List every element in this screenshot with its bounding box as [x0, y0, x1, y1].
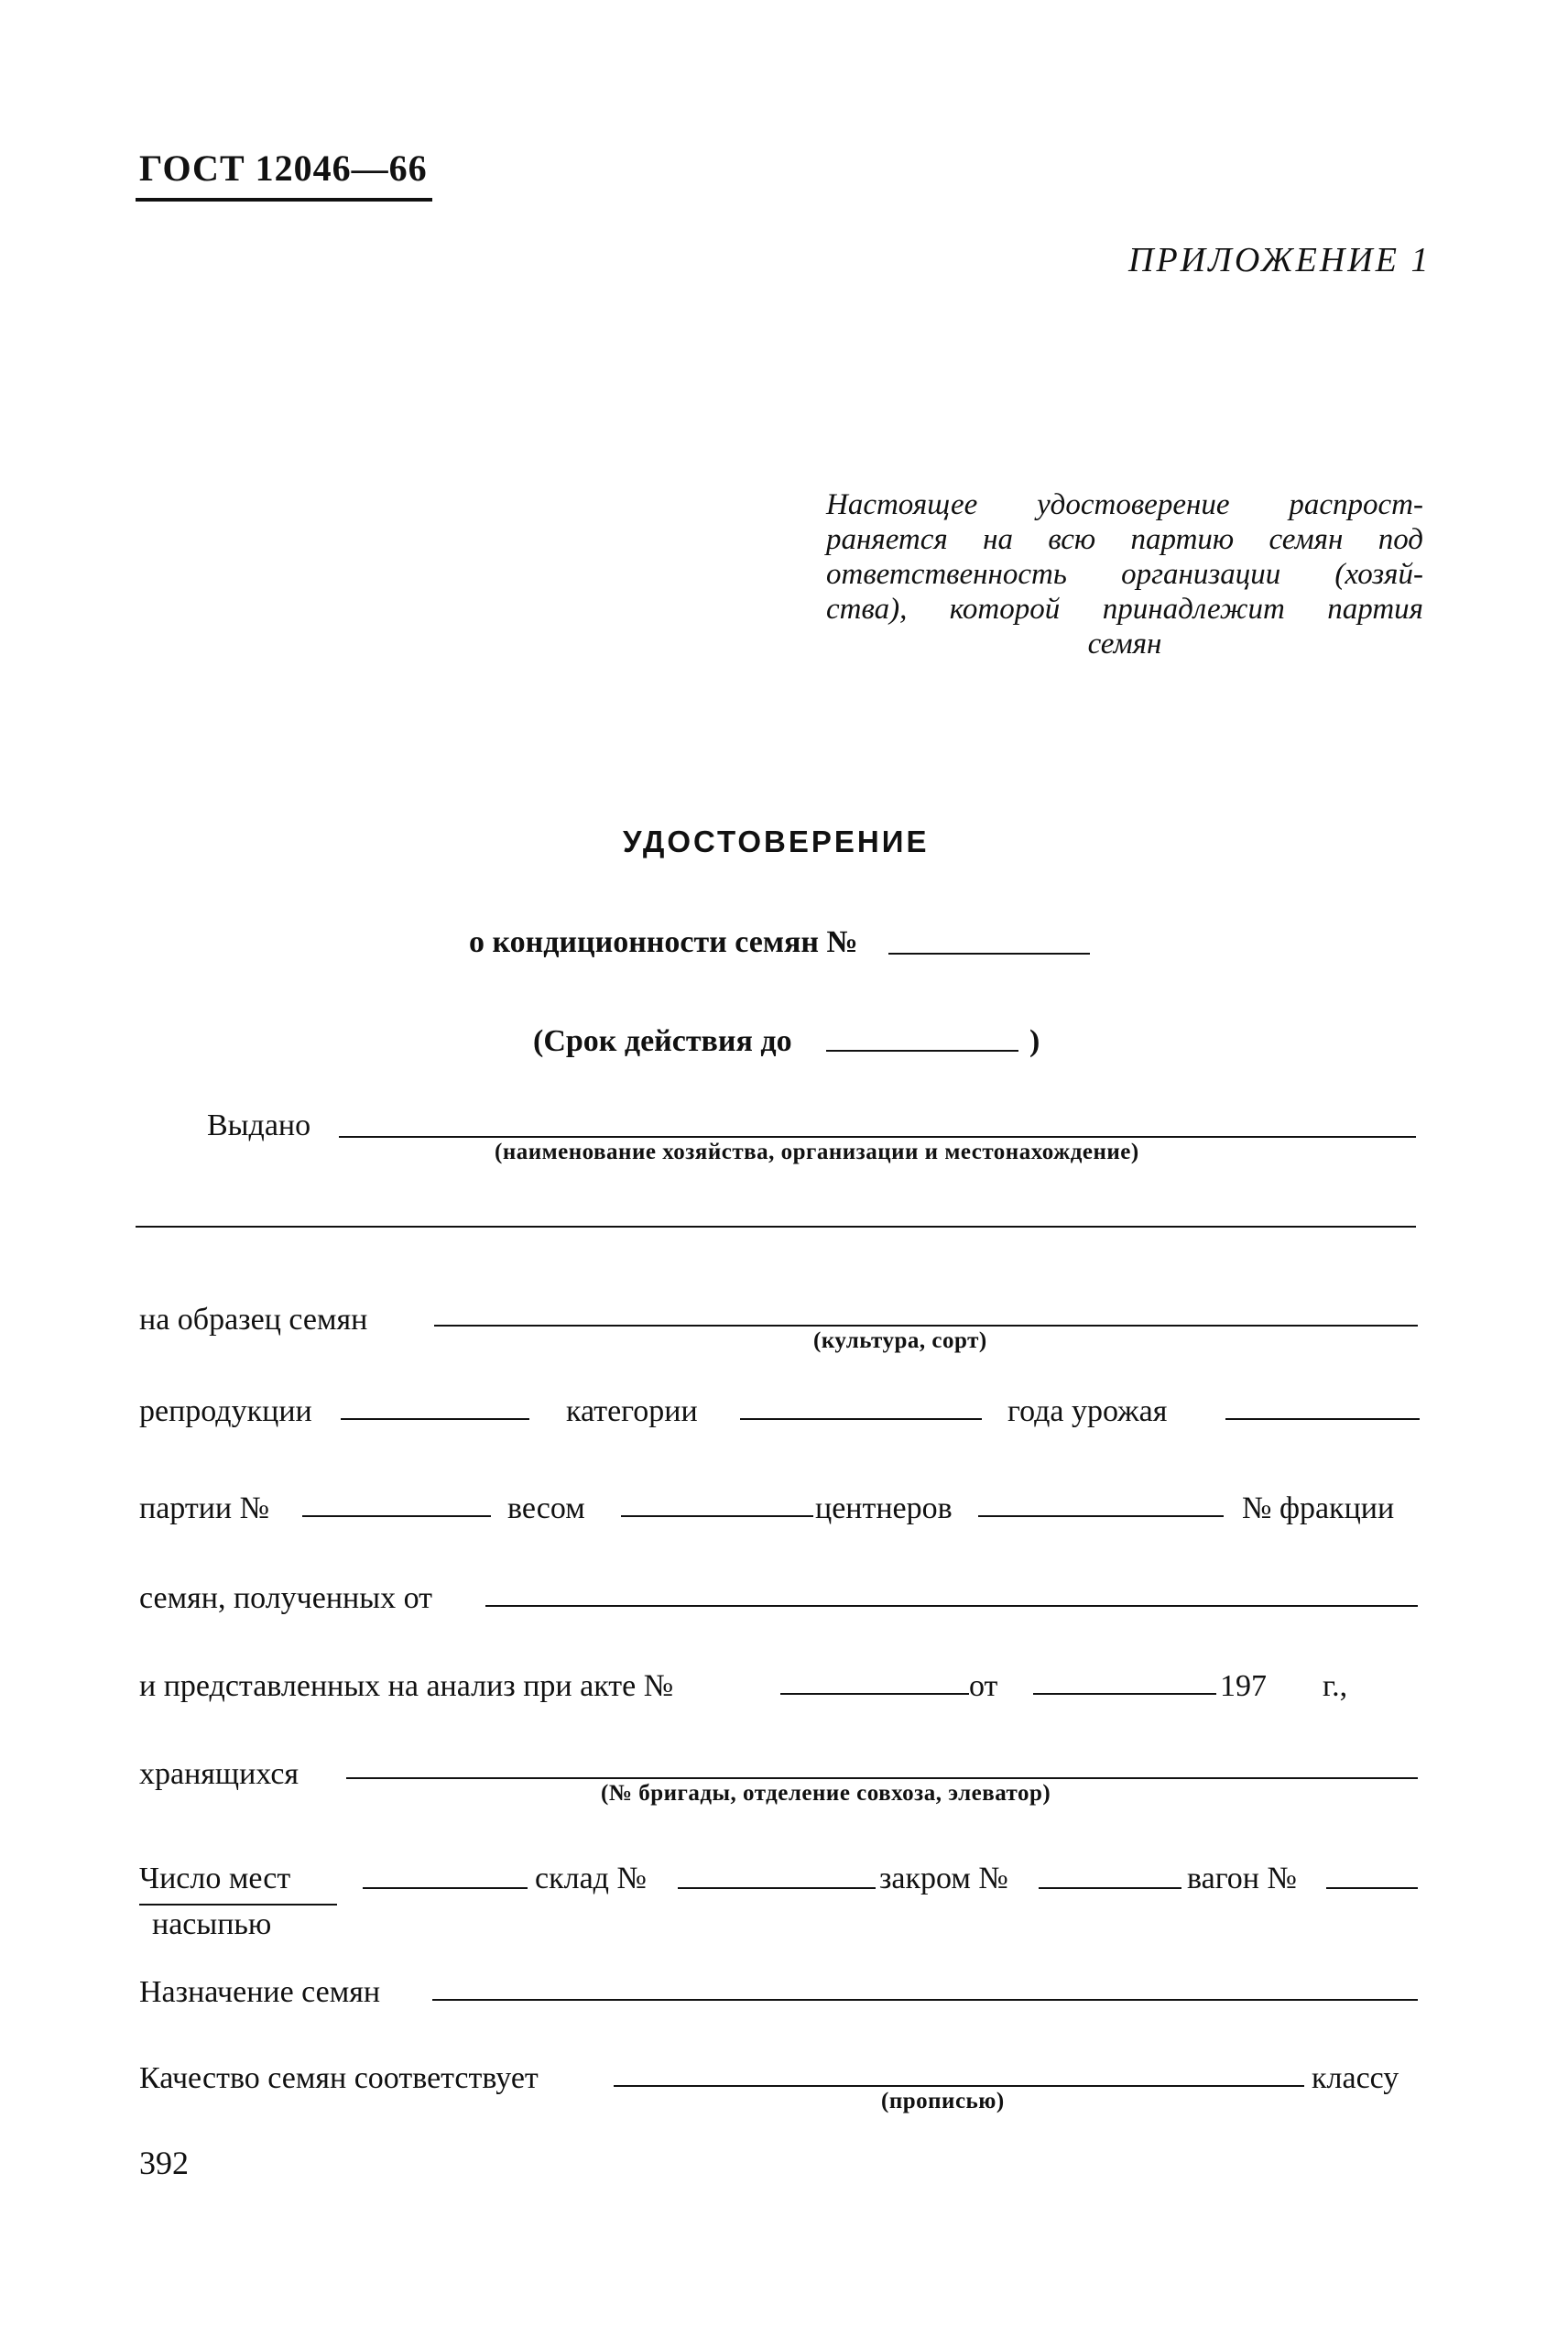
issued-caption: (наименование хозяйства, организации и местонахождение) [495, 1140, 1139, 1164]
stored-field[interactable] [346, 1777, 1418, 1779]
year-prefix: 197 [1220, 1669, 1267, 1703]
scope-note [826, 487, 1423, 661]
warehouse-field[interactable] [678, 1887, 876, 1889]
document-title: УДОСТОВЕРЕНИЕ [623, 824, 930, 858]
sample-field[interactable] [434, 1325, 1418, 1327]
submitted-label: и представленных на анализ при акте № [139, 1669, 674, 1703]
page-number: 392 [139, 2145, 189, 2181]
sample-label: на образец семян [139, 1303, 368, 1337]
places-fraction-bar [139, 1904, 337, 1906]
quality-caption: (прописью) [881, 2089, 1005, 2113]
scope-note-line: раняется на всю партию семян под [826, 523, 1423, 556]
stored-label: хранящихся [139, 1757, 299, 1791]
lot-field[interactable] [302, 1515, 491, 1517]
appendix-label: ПРИЛОЖЕНИЕ 1 [1128, 241, 1432, 279]
year-suffix: г., [1323, 1669, 1348, 1703]
category-label: категории [566, 1394, 698, 1428]
act-date-field[interactable] [1033, 1693, 1216, 1695]
sample-caption: (культура, сорт) [813, 1328, 987, 1353]
received-from-label: семян, полученных от [139, 1581, 432, 1615]
purpose-field[interactable] [432, 1999, 1418, 2001]
scope-note-line: ства), которой принадлежит партия [826, 593, 1423, 626]
validity-prefix: (Срок действия до [533, 1024, 792, 1058]
weight-label: весом [507, 1491, 585, 1525]
from-label: от [969, 1669, 998, 1703]
harvest-year-label: года урожая [1007, 1394, 1168, 1428]
certificate-subtitle: о кондиционности семян № [469, 925, 858, 959]
certificate-number-field[interactable] [888, 953, 1090, 955]
wagon-field[interactable] [1326, 1887, 1418, 1889]
harvest-year-field[interactable] [1225, 1418, 1420, 1420]
quality-field[interactable] [614, 2085, 1304, 2087]
reproduction-field[interactable] [341, 1418, 529, 1420]
bin-field[interactable] [1039, 1887, 1181, 1889]
warehouse-label: склад № [535, 1862, 647, 1895]
centners-field[interactable] [978, 1515, 1224, 1517]
validity-suffix: ) [1029, 1024, 1040, 1058]
weight-field[interactable] [621, 1515, 813, 1517]
issued-field[interactable] [339, 1136, 1416, 1138]
lot-label: партии № [139, 1491, 270, 1525]
class-label: классу [1312, 2061, 1399, 2095]
bulk-label: насыпью [152, 1907, 272, 1941]
reproduction-label: репродукции [139, 1394, 312, 1428]
validity-date-field[interactable] [826, 1050, 1018, 1052]
category-field[interactable] [740, 1418, 982, 1420]
stored-caption: (№ бригады, отделение совхоза, элеватор) [601, 1781, 1051, 1806]
wagon-label: вагон № [1187, 1862, 1297, 1895]
header-rule [136, 198, 432, 202]
act-number-field[interactable] [780, 1693, 969, 1695]
scope-note-line: ответственность организации (хозяй- [826, 558, 1423, 591]
received-from-field[interactable] [485, 1605, 1418, 1607]
issued-label: Выдано [207, 1108, 311, 1142]
standard-number: ГОСТ 12046—66 [139, 147, 428, 189]
places-label: Число мест [139, 1862, 291, 1895]
purpose-label: Назначение семян [139, 1975, 381, 2009]
scope-note-line: семян [1087, 628, 1162, 661]
issued-field-line2[interactable] [136, 1226, 1416, 1228]
bin-label: закром № [879, 1862, 1008, 1895]
fraction-label: № фракции [1242, 1491, 1395, 1525]
centners-label: центнеров [815, 1491, 953, 1525]
quality-label: Качество семян соответствует [139, 2061, 539, 2095]
places-field[interactable] [363, 1887, 528, 1889]
scope-note-line: Настоящее удостоверение распрост- [826, 488, 1423, 521]
